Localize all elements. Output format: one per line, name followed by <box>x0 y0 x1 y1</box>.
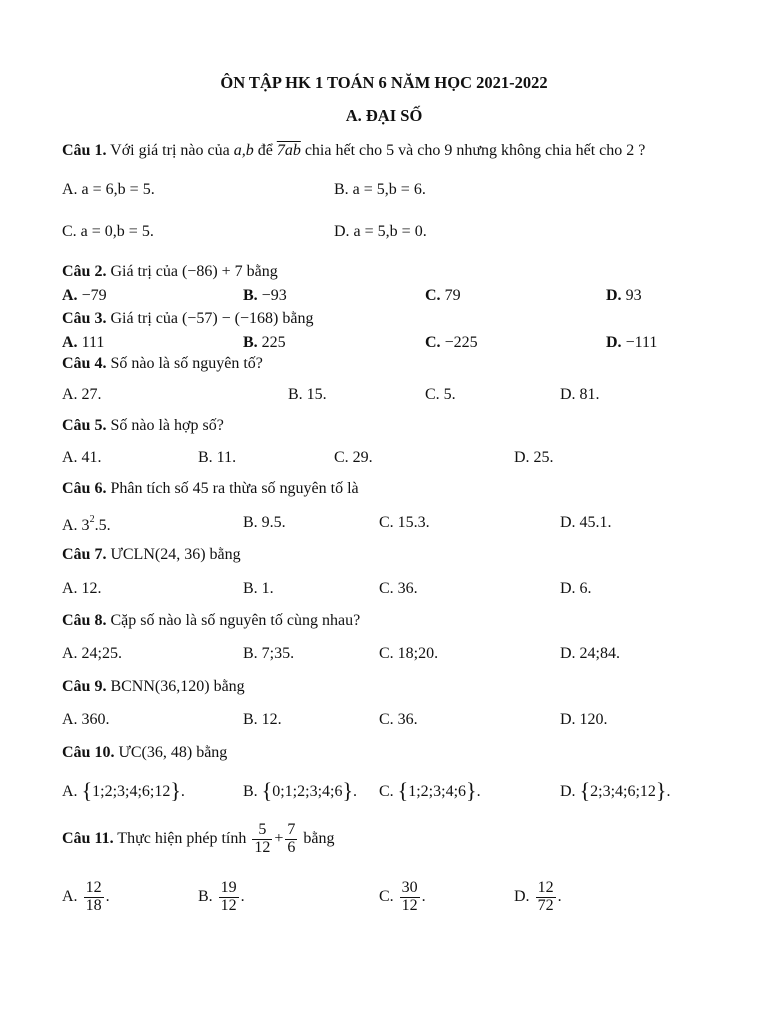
question-label: Câu 5. <box>62 417 107 434</box>
q1-option-b: B. a = 5,b = 6. <box>334 181 426 198</box>
q4-option-c: C. 5. <box>425 386 456 403</box>
question-label: Câu 4. <box>62 355 107 372</box>
q1-option-c: C. a = 0,b = 5. <box>62 223 154 240</box>
q8-option-c: C. 18;20. <box>379 645 439 662</box>
q3-option-b: B. 225 <box>243 334 286 351</box>
q11-option-c: C. $\frac{30}{12}$ . <box>379 879 426 914</box>
overline-number: 7ab <box>276 142 301 159</box>
question-9: Câu 9. BCNN(36,120) bằng <box>62 678 245 695</box>
q9-option-a: A. 360. <box>62 711 110 728</box>
question-1: Câu 1. Với giá trị nào của a,b để 7ab chia hết cho 5 và cho 9 nhưng không chia hết cho 2 ? <box>62 142 646 159</box>
q6-option-a: A. $3^2.5$. <box>62 514 111 534</box>
question-label: Câu 11. <box>62 829 114 847</box>
q5-option-d: D. 25. <box>514 449 554 466</box>
q9-option-d: D. 120. <box>560 711 608 728</box>
question-label: Câu 3. <box>62 310 107 327</box>
q4-option-b: B. 15. <box>288 386 327 403</box>
question-label: Câu 6. <box>62 480 107 497</box>
q2-option-d: D. 93 <box>606 287 642 304</box>
q5-option-b: B. 11. <box>198 449 237 466</box>
q8-option-a: A. 24;25. <box>62 645 122 662</box>
q7-option-a: A. 12. <box>62 580 102 597</box>
q8-option-d: D. 24;84. <box>560 645 620 662</box>
q6-option-b: B. 9.5. <box>243 514 286 531</box>
q11-option-b: B. $\frac{19}{12}$ . <box>198 879 245 914</box>
question-2: Câu 2. Giá trị của (−86) + 7 bằng <box>62 263 278 280</box>
q1-option-d: D. a = 5,b = 0. <box>334 223 427 240</box>
q2-option-b: B. −93 <box>243 287 287 304</box>
q9-option-c: C. 36. <box>379 711 418 728</box>
question-7: Câu 7. ƯCLN(24, 36) bằng <box>62 546 241 563</box>
document-title: ÔN TẬP HK 1 TOÁN 6 NĂM HỌC 2021-2022 <box>220 73 548 92</box>
q6-option-c: C. 15.3. <box>379 514 430 531</box>
question-8: Câu 8. Cặp số nào là số nguyên tố cùng nhau? <box>62 612 361 629</box>
question-3: Câu 3. Giá trị của (−57) − (−168) bằng <box>62 310 314 327</box>
question-label: Câu 1. <box>62 142 107 159</box>
question-label: Câu 2. <box>62 263 107 280</box>
question-label: Câu 7. <box>62 546 107 563</box>
q3-option-a: A. 111 <box>62 334 105 351</box>
q2-option-c: C. 79 <box>425 287 461 304</box>
q3-option-d: D. −111 <box>606 334 658 351</box>
q7-option-b: B. 1. <box>243 580 274 597</box>
q1-option-a: A. a = 6,b = 5. <box>62 181 155 198</box>
question-10: Câu 10. ƯC(36, 48) bằng <box>62 744 228 761</box>
q4-option-d: D. 81. <box>560 386 600 403</box>
q3-option-c: C. −225 <box>425 334 478 351</box>
question-4: Câu 4. Số nào là số nguyên tố? <box>62 355 263 372</box>
q5-option-c: C. 29. <box>334 449 373 466</box>
question-label: Câu 9. <box>62 678 107 695</box>
q8-option-b: B. 7;35. <box>243 645 295 662</box>
q9-option-b: B. 12. <box>243 711 282 728</box>
question-5: Câu 5. Số nào là hợp số? <box>62 417 224 434</box>
section-heading: A. ĐẠI SỐ <box>345 106 423 125</box>
q2-option-a: A. −79 <box>62 287 107 304</box>
q10-option-c: C. {1;2;3;4;6}. <box>379 778 481 803</box>
fraction: $\frac{5}{12}$ <box>254 821 271 856</box>
q10-option-a: A. {1;2;3;4;6;12}. <box>62 778 185 803</box>
q11-option-a: A. $\frac{12}{18}$ . <box>62 879 110 914</box>
q11-option-d: D. $\frac{12}{72}$ . <box>514 879 562 914</box>
q10-option-b: B. {0;1;2;3;4;6}. <box>243 778 358 803</box>
q10-option-d: D. {2;3;4;6;12}. <box>560 778 671 803</box>
question-6: Câu 6. Phân tích số 45 ra thừa số nguyên tố là <box>62 480 359 497</box>
question-label: Câu 8. <box>62 612 107 629</box>
question-label: Câu 10. <box>62 744 115 761</box>
q7-option-d: D. 6. <box>560 580 592 597</box>
question-11: Câu 11. Thực hiện phép tính $\frac{5}{12}$ + $\frac{7}{6}$ bằng <box>62 821 335 856</box>
fraction: $\frac{7}{6}$ <box>287 821 296 856</box>
q7-option-c: C. 36. <box>379 580 418 597</box>
q4-option-a: A. 27. <box>62 386 102 403</box>
q6-option-d: D. 45.1. <box>560 514 612 531</box>
q5-option-a: A. 41. <box>62 449 102 466</box>
